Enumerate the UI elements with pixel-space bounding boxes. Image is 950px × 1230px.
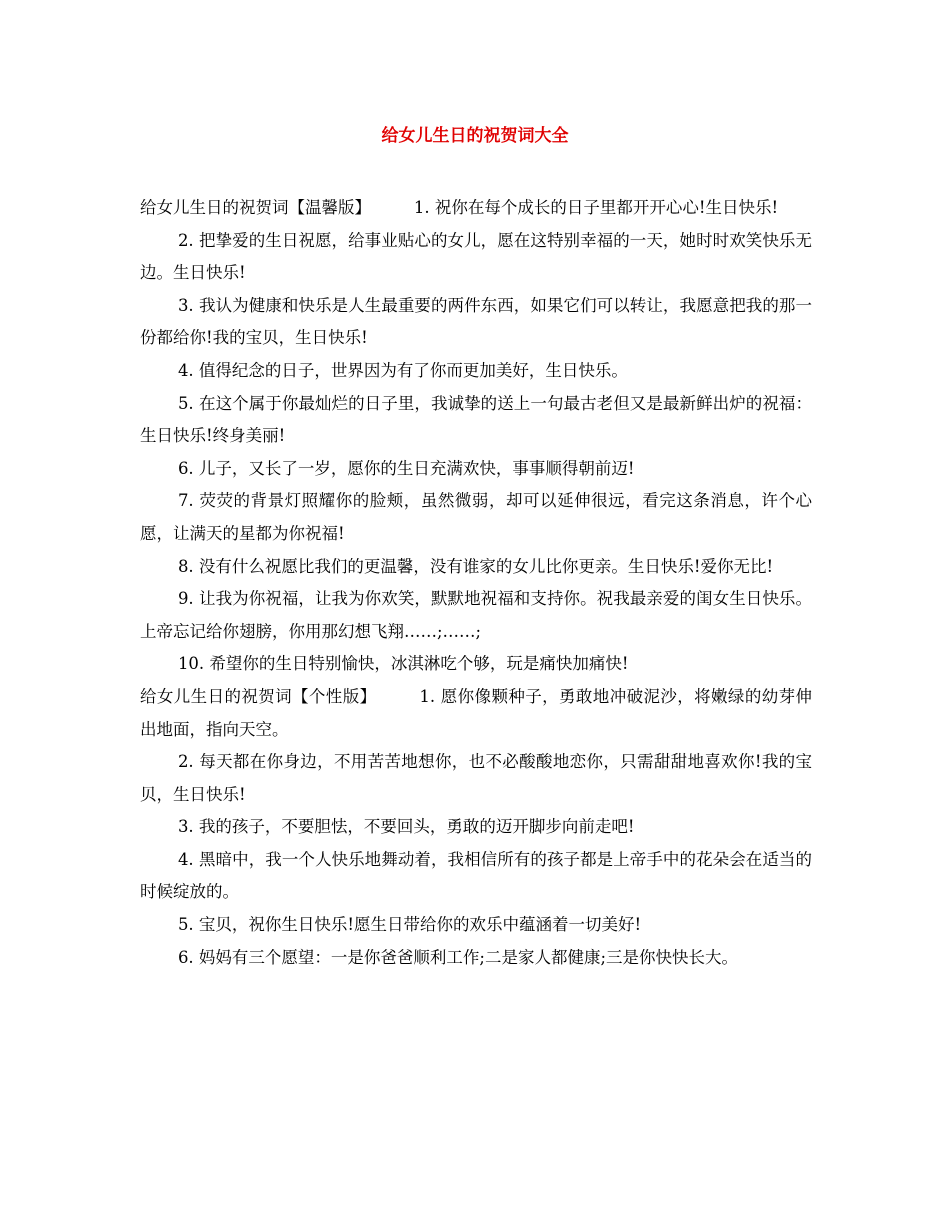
section-1-first-paragraph bbox=[140, 192, 812, 225]
section-1-item-2: 2. 把挚爱的生日祝愿，给事业贴心的女儿，愿在这特别幸福的一天，她时时欢笑快乐无边。生日快乐! bbox=[140, 230, 812, 283]
section-1-item-7: 7. 荧荧的背景灯照耀你的脸颊，虽然微弱，却可以延伸很远，看完这条消息，许个心愿，让满天的星都为你祝福! bbox=[140, 491, 812, 543]
section-1-item-9: 9. 让我为你祝福，让我为你欢笑，默默地祝福和支持你。祝我最亲爱的闺女生日快乐。上帝忘记给你翅膀，你用那幻想飞翔……;……; bbox=[140, 589, 812, 641]
section-1-item-1: 1. 祝你在每个成长的日子里都开开心心!生日快乐! bbox=[413, 198, 779, 217]
section-1-heading: 给女儿生日的祝贺词【温馨版】 bbox=[140, 198, 371, 217]
section-2-item-1: 1. 愿你像颗种子，勇敢地冲破泥沙，将嫩绿的幼芽伸出地面，指向天空。 bbox=[140, 686, 813, 739]
section-1-item-5: 5. 在这个属于你最灿烂的日子里，我诚挚的送上一句最古老但又是最新鲜出炉的祝福：生日快乐!终身美丽! bbox=[140, 393, 812, 446]
section-2-item-3: 3. 我的孩子，不要胆怯，不要回头，勇敢的迈开脚步向前走吧! bbox=[177, 817, 635, 837]
section-1-item-8: 8. 没有什么祝愿比我们的更温馨，没有谁家的女儿比你更亲。生日快乐!爱你无比! bbox=[177, 556, 774, 576]
section-1-item-3: 3. 我认为健康和快乐是人生最重要的两件东西，如果它们可以转让，我愿意把我的那一份都给你!我的宝贝，生日快乐! bbox=[140, 295, 812, 348]
document-body bbox=[140, 192, 812, 974]
section-2-item-2: 2. 每天都在你身边，不用苦苦地想你，也不必酸酸地恋你，只需甜甜地喜欢你!我的宝贝，生日快乐! bbox=[140, 752, 812, 804]
section-2-item-4: 4. 黑暗中，我一个人快乐地舞动着，我相信所有的孩子都是上帝手中的花朵会在适当的时候绽放的。 bbox=[140, 849, 812, 902]
section-2-heading: 给女儿生日的祝贺词【个性版】 bbox=[140, 686, 377, 706]
section-1-item-10: 10. 希望你的生日特别愉快，冰淇淋吃个够，玩是痛快加痛快! bbox=[177, 654, 629, 674]
section-2-item-6: 6. 妈妈有三个愿望：一是你爸爸顺利工作;二是家人都健康;三是你快快长大。 bbox=[177, 947, 739, 967]
section-1-item-6: 6. 儿子，又长了一岁，愿你的生日充满欢快，事事顺得朝前迈! bbox=[177, 458, 635, 478]
section-2-first-paragraph bbox=[140, 681, 812, 746]
section-1-item-4: 4. 值得纪念的日子，世界因为有了你而更加美好，生日快乐。 bbox=[177, 360, 628, 380]
section-2-item-5: 5. 宝贝，祝你生日快乐!愿生日带给你的欢乐中蕴涵着一切美好! bbox=[177, 915, 642, 935]
document-title: 给女儿生日的祝贺词大全 bbox=[381, 126, 569, 146]
